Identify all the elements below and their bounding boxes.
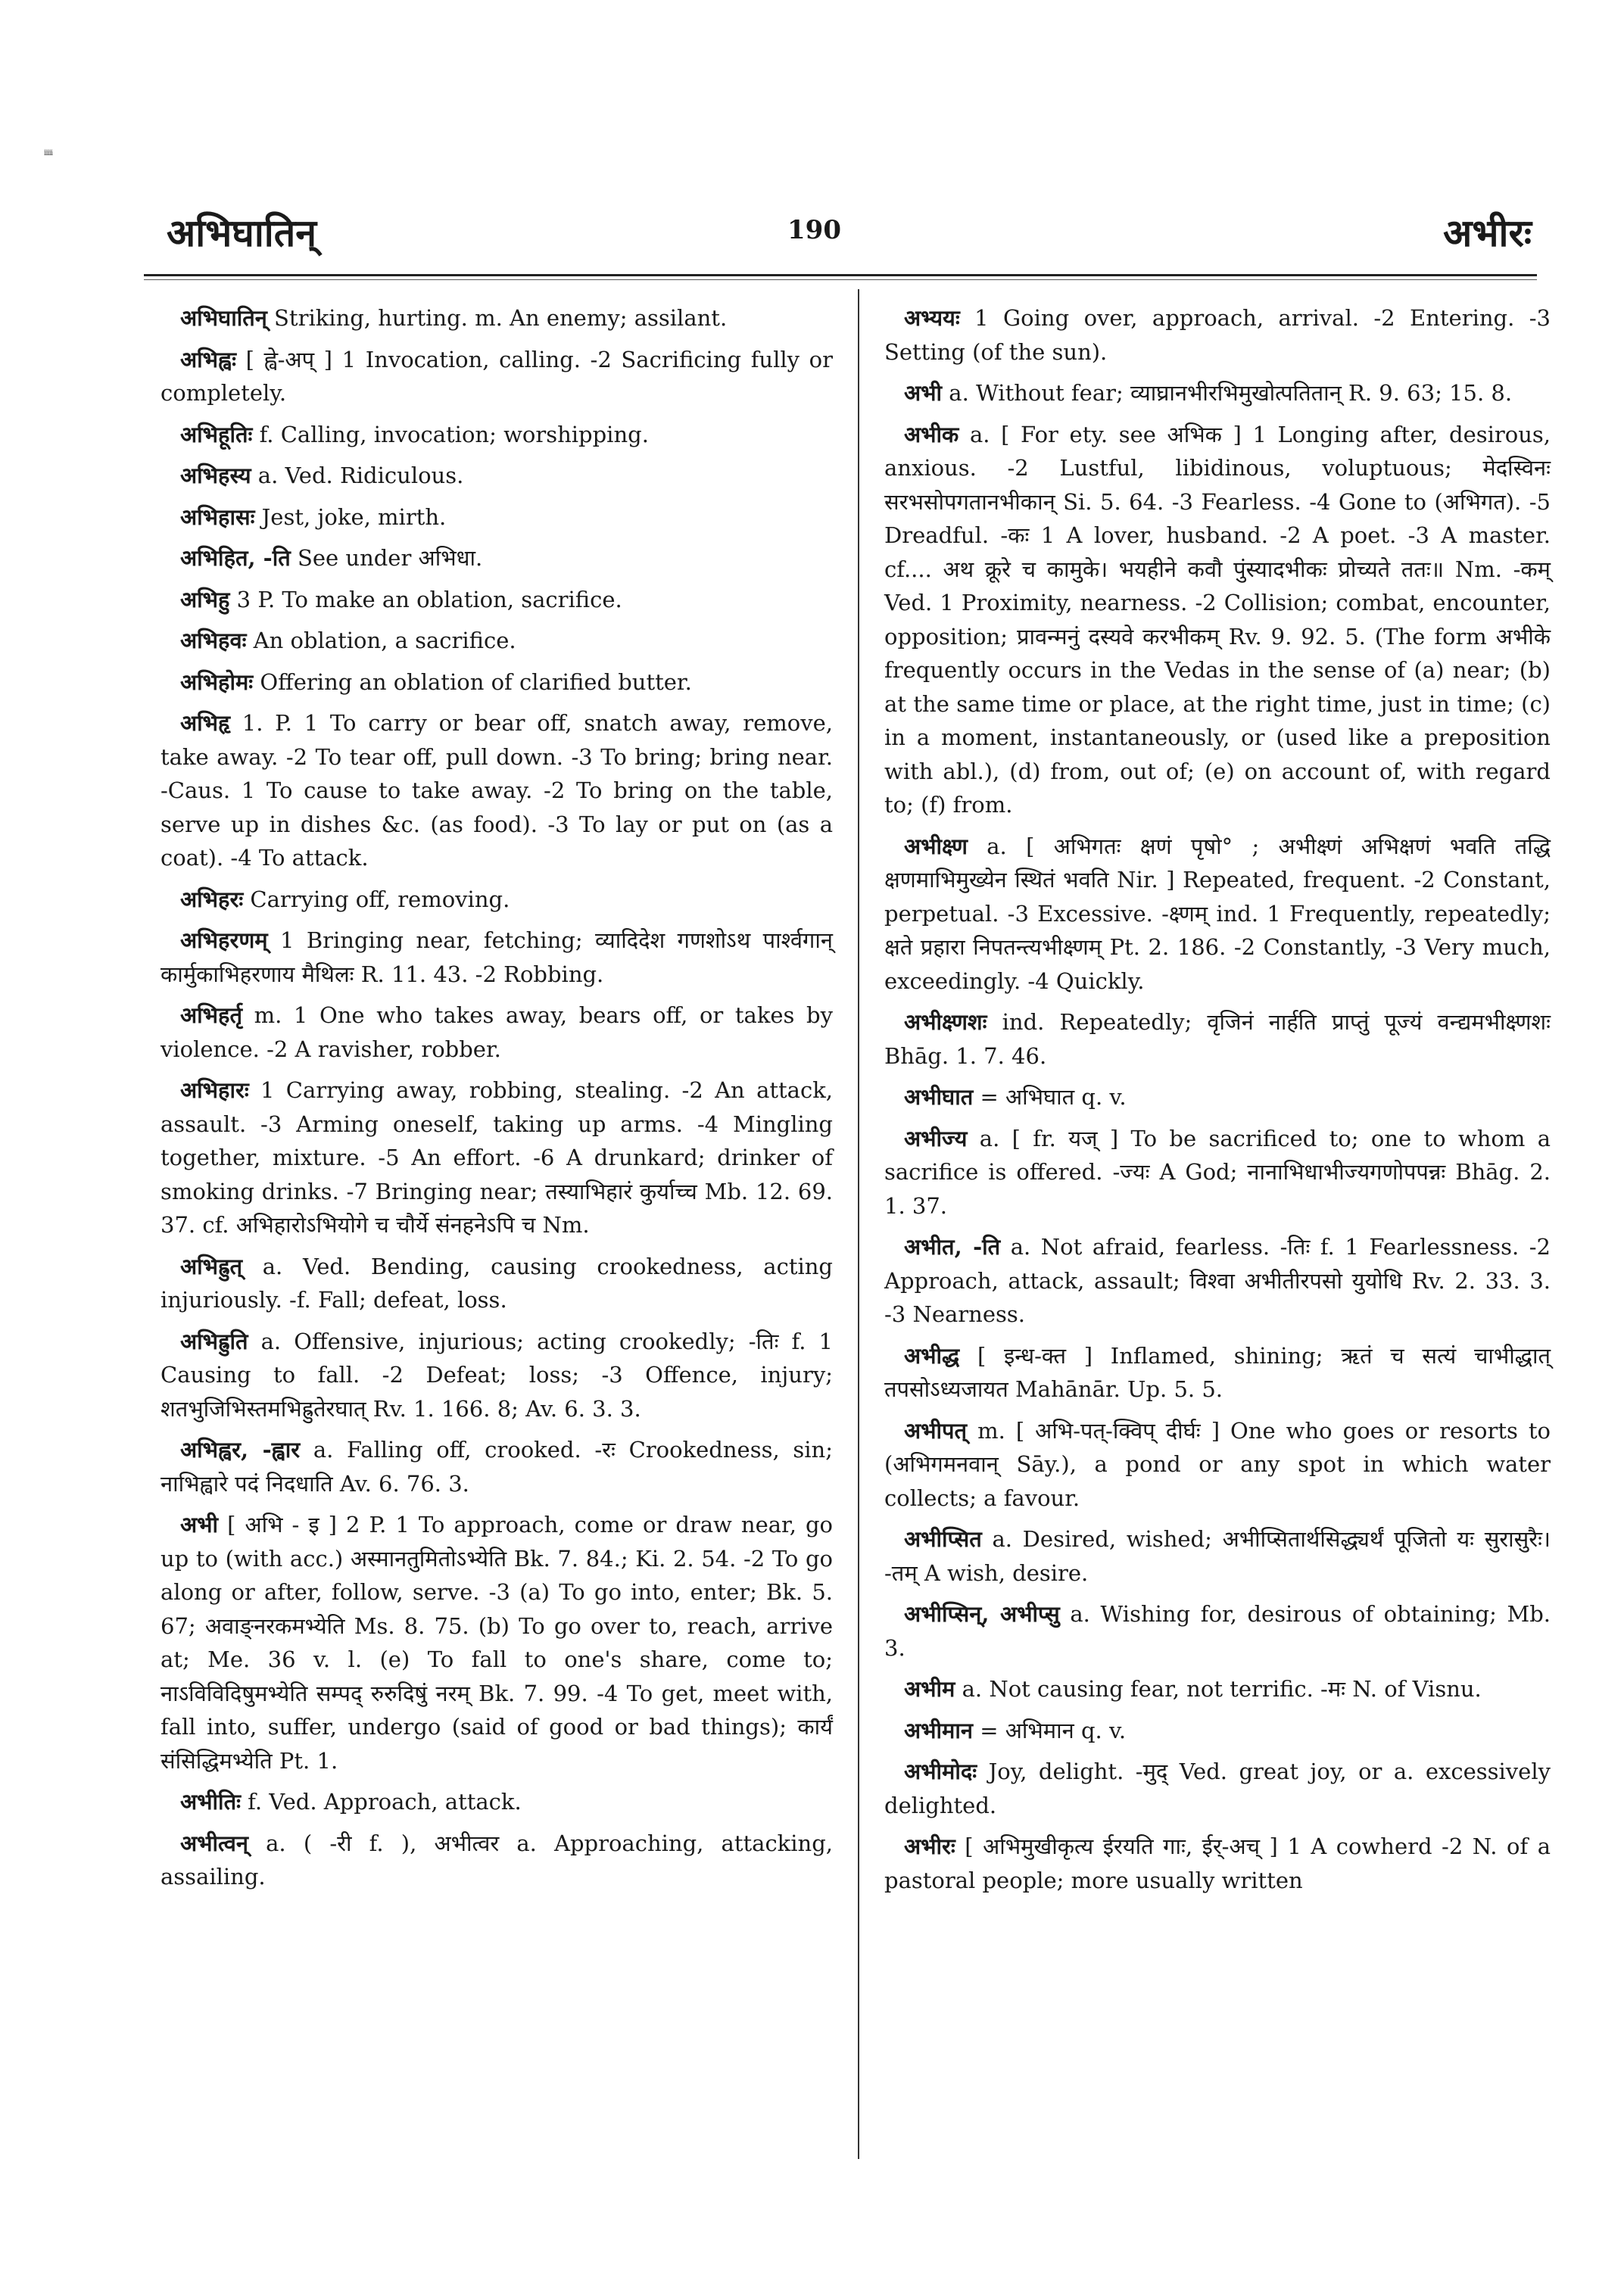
header-rule [144,274,1537,276]
entry-headword: अभी [904,380,943,406]
dictionary-entry [884,1597,1551,1665]
entry-definition: a. Without fear; व्याघ्रानभीरभिमुखोत्पतितान् R. 9. 63; 15. 8. [942,380,1513,406]
entry-definition: m. [ अभि-पत्-क्विप् दीर्घः ] One who goes or resorts to (अभिगमनवान् Sāy.), a pond or any spot in which water collects; a favour. [884,1417,1551,1511]
entry-headword: अभीमान [904,1717,974,1743]
entry-definition: 1 Carrying away, robbing, stealing. -2 An attack, assault. -3 Arming oneself, taking up arms. -4 Mingling together, mixture. -5 An effort. -6 A drunkard; drinker of smoking drinks. -7 Bringing near; तस्याभिहारं कुर्याच्च Mb. 12. 69. 37. cf. अभिहारोऽभियोगे च चौर्ये संनहनेऽपि च Nm. [161,1077,833,1238]
entry-definition: Joy, delight. -मुद् Ved. great joy, or a. excessively delighted. [884,1759,1551,1818]
dictionary-entry [884,1414,1551,1516]
dictionary-entry [884,1830,1551,1897]
entry-definition: = अभिमान q. v. [973,1717,1127,1743]
entry-definition: [ अभिमुखीकृत्य ईरयति गाः, ईर्-अच् ] 1 A cowherd -2 N. of a pastoral people; more usually written [884,1833,1551,1893]
dictionary-entry [161,1433,833,1500]
entry-definition: a. Ved. Ridiculous. [251,463,464,488]
entry-headword: अभीज्य [904,1125,968,1151]
entry-definition: [ अभि - इ ] 2 P. 1 To approach, come or draw near, go up to (with acc.) अस्मानतुमितोऽभ्येति Bk. 7. 84.; Ki. 2. 54. -2 To go along or after, follow, serve. -3 (a) To go into, enter; Bk. 5. 67; अवाङ्नरकमभ्येति Ms. 8. 75. (b) To go over to, reach, arrive at; Me. 36 v. l. (e) To fall to one's share, come to; नाऽविविदिषुमभ्येति सम्पद् रुरुदिषुं नरम् Bk. 7. 99. -4 To get, meet with, fall into, suffer, undergo (said of good or bad things); कार्यं संसिद्धिमभ्येति Pt. 1. [161,1512,833,1774]
entry-definition: a. [ For ety. see अभिक ] 1 Longing after, desirous, anxious. -2 Lustful, libidinous, voluptuous; मेदस्विनः सरभसोपगतानभीकान् Si. 5. 64. -3 Fearless. -4 Gone to (अभिगत). -5 Dreadful. -कः 1 A lover, husband. -2 A poet. -3 A master. cf.... अथ क्रूरे च कामुके। भयहीने कवौ पुंस्यादभीकः प्रोच्यते ततः॥ Nm. -कम् Ved. 1 Proximity, nearness. -2 Collision; combat, encounter, opposition; प्रावन्मनुं दस्यवे करभीकम् Rv. 9. 92. 5. (The form अभीके frequently occurs in the Vedas in the sense of (a) near; (b) at the same time or place, at the right time, just in time; (c) in a moment, instantaneously, or (used like a preposition with abl.), (d) from, out of; (e) on account of, with regard to; (f) from. [884,421,1551,818]
dictionary-entry [161,999,833,1066]
entry-headword: अभिह्वर, -ह्वार [180,1437,301,1463]
entry-definition: See under अभिधा. [290,545,483,571]
entry-definition: m. 1 One who takes away, bears off, or takes by violence. -2 A ravisher, robber. [161,1002,833,1062]
entry-headword: अभिहरः [180,886,244,912]
entry-definition: [ ह्वे-अप् ] 1 Invocation, calling. -2 Sacrificing fully or completely. [161,346,833,406]
entry-headword: अभिहृ [180,710,231,736]
running-head-left: अभिघातिन् [167,210,316,255]
entry-headword: अभिहु [180,586,230,612]
dictionary-entry [161,1508,833,1777]
entry-definition: 1. P. 1 To carry or bear off, snatch away, remove, take away. -2 To tear off, pull down. -3 To bring; bring near. -Caus. 1 To cause to take away. -2 To bring on the table, serve up in dishes &c. (as food). -3 To lay or put on (as a coat). -4 To attack. [161,710,833,871]
dictionary-entry [884,1080,1551,1114]
dictionary-entry [884,1522,1551,1590]
entry-headword: अभीरः [904,1833,955,1859]
dictionary-entry [161,541,833,575]
entry-headword: अभीक्ष्ण [904,833,968,859]
entry-definition: a. Wishing for, desirous of obtaining; Mb. 3. [884,1601,1551,1661]
entry-definition: [ इन्ध-क्त ] Inflamed, shining; ऋतं च सत्यं चाभीद्धात् तपसोऽध्यजायत Mahānār. Up. 5. 5. [884,1342,1551,1402]
entry-headword: अभीमोदः [904,1759,977,1784]
entry-headword: अभीद्ध [904,1342,960,1369]
entry-definition: f. Ved. Approach, attack. [240,1789,522,1815]
entry-headword: अभी [180,1512,219,1537]
dictionary-entry [161,924,833,991]
entry-headword: अभीपत् [904,1417,968,1444]
dictionary-entry [161,665,833,699]
entry-definition: ind. Repeatedly; वृजिनं नार्हति प्राप्तुं पूज्यं वन्द्यमभीक्ष्णशः Bhāg. 1. 7. 46. [884,1009,1551,1069]
entry-definition: An oblation, a sacrifice. [246,628,516,653]
entry-headword: अभीप्सिन्, अभीप्सु [904,1601,1060,1627]
running-head-right: अभीरः [1443,210,1532,255]
dictionary-entry [161,1827,833,1894]
entry-headword: अभीप्सित [904,1526,982,1552]
entry-headword: अभिहूतिः [180,421,253,447]
dictionary-entry [884,1230,1551,1332]
entry-headword: अभिहित, -ति [180,545,291,571]
entry-definition: a. [ अभिगतः क्षणं पृषो° ; अभीक्ष्णं अभिक्षणं भवति तद्धि क्षणमाभिमुख्येन स्थितं भवति Nir. ] Repeated, frequent. -2 Constant, perpetual. -3 Excessive. -क्ष्णम् ind. 1 Frequently, repeatedly; क्षते प्रहारा निपतन्त्यभीक्ष्णम् Pt. 2. 186. -2 Constantly, -3 Very much, exceedingly. -4 Quickly. [884,833,1551,994]
entry-definition: = अभिघात q. v. [973,1084,1127,1110]
entry-headword: अभिहरणम् [180,927,268,953]
dictionary-entry [884,376,1551,410]
entry-definition: 3 P. To make an oblation, sacrifice. [229,586,622,612]
dictionary-entry [161,1250,833,1317]
dictionary-entry [884,830,1551,999]
entry-definition: Striking, hurting. m. An enemy; assilant. [267,305,728,331]
dictionary-entry [884,1005,1551,1073]
entry-definition: 1 Bringing near, fetching; व्यादिदेश गणशोऽथ पार्श्वगान् कार्मुकाभिहरणाय मैथिलः R. 11. 43. -2 Robbing. [161,927,833,987]
entry-definition: a. ( -री f. ), अभीत्वर a. Approaching, attacking, assailing. [161,1830,833,1890]
margin-mark: iiiii [44,149,52,157]
entry-definition: a. Offensive, injurious; acting crookedly; -तिः f. 1 Causing to fall. -2 Defeat; loss; -3 Offence, injury; शतभुजिभिस्तमभिह्रुतेरघात् Rv. 1. 166. 8; Av. 6. 3. 3. [161,1328,833,1422]
entry-headword: अभीत, -ति [904,1234,1001,1260]
dictionary-entry [161,1073,833,1242]
entry-headword: अभिह्वः [180,346,236,372]
entry-definition: a. [ fr. यज् ] To be sacrificed to; one to whom a sacrifice is offered. -ज्यः A God; नानाभिधाभीज्यगणोपपन्नः Bhāg. 2. 1. 37. [884,1125,1551,1219]
dictionary-entry [884,418,1551,822]
entry-headword: अभिह्रुति [180,1328,248,1354]
entry-headword: अभिहोमः [180,668,254,695]
left-column [161,301,833,1902]
entry-headword: अभ्ययः [904,305,960,331]
right-column [884,301,1551,1905]
entry-headword: अभीक्ष्णशः [904,1009,987,1035]
entry-headword: अभीघात [904,1084,974,1110]
dictionary-entry [161,343,833,410]
entry-definition: a. Desired, wished; अभीप्सितार्थसिद्ध्यर्थं पूजितो यः सुरासुरैः। -तम् A wish, desire. [884,1526,1551,1586]
entry-definition: a. Ved. Bending, causing crookedness, acting injuriously. -f. Fall; defeat, loss. [161,1253,833,1313]
dictionary-entry [161,500,833,534]
entry-headword: अभीत्वन् [180,1830,248,1856]
entry-headword: अभिहारः [180,1077,249,1103]
entry-definition: f. Calling, invocation; worshipping. [252,421,649,447]
dictionary-entry [161,706,833,875]
entry-definition: Jest, joke, mirth. [254,503,447,530]
entry-definition: a. Falling off, crooked. -रः Crookedness, sin; नाभिह्वारे पदं निदधाति Av. 6. 76. 3. [161,1437,833,1497]
entry-definition: a. Not causing fear, not terrific. -मः N. of Visnu. [955,1676,1482,1702]
dictionary-entry [161,1325,833,1426]
entry-headword: अभिहस्य [180,463,251,488]
dictionary-entry [161,624,833,658]
entry-definition: Carrying off, removing. [243,886,510,912]
dictionary-entry [884,301,1551,369]
dictionary-entry [161,418,833,452]
entry-headword: अभीम [904,1676,955,1702]
dictionary-entry [884,1122,1551,1223]
dictionary-entry [161,583,833,617]
entry-headword: अभिह्रुत् [180,1253,242,1279]
dictionary-entry [884,1755,1551,1822]
entry-headword: अभीक [904,421,959,447]
dictionary-entry [161,883,833,917]
dictionary-entry [161,301,833,335]
column-divider [858,289,859,2159]
dictionary-entry [161,459,833,493]
entry-headword: अभिहासः [180,503,255,530]
dictionary-entry [884,1339,1551,1407]
entry-definition: a. Not afraid, fearless. -तिः f. 1 Fearlessness. -2 Approach, attack, assault; विश्वा अभीतीरपसो युयोधि Rv. 2. 33. 3. -3 Nearness. [884,1234,1551,1327]
dictionary-entry [161,1785,833,1819]
entry-headword: अभिहर्तृ [180,1002,242,1028]
header-rule-thin [144,279,1537,280]
dictionary-entry [884,1672,1551,1706]
dictionary-entry [884,1714,1551,1748]
entry-headword: अभिहवः [180,628,247,653]
entry-definition: Offering an oblation of clarified butter. [253,668,692,695]
page-number: 190 [787,215,841,245]
entry-headword: अभीतिः [180,1789,241,1815]
entry-definition: 1 Going over, approach, arrival. -2 Entering. -3 Setting (of the sun). [884,305,1551,365]
entry-headword: अभिघातिन् [180,305,267,331]
